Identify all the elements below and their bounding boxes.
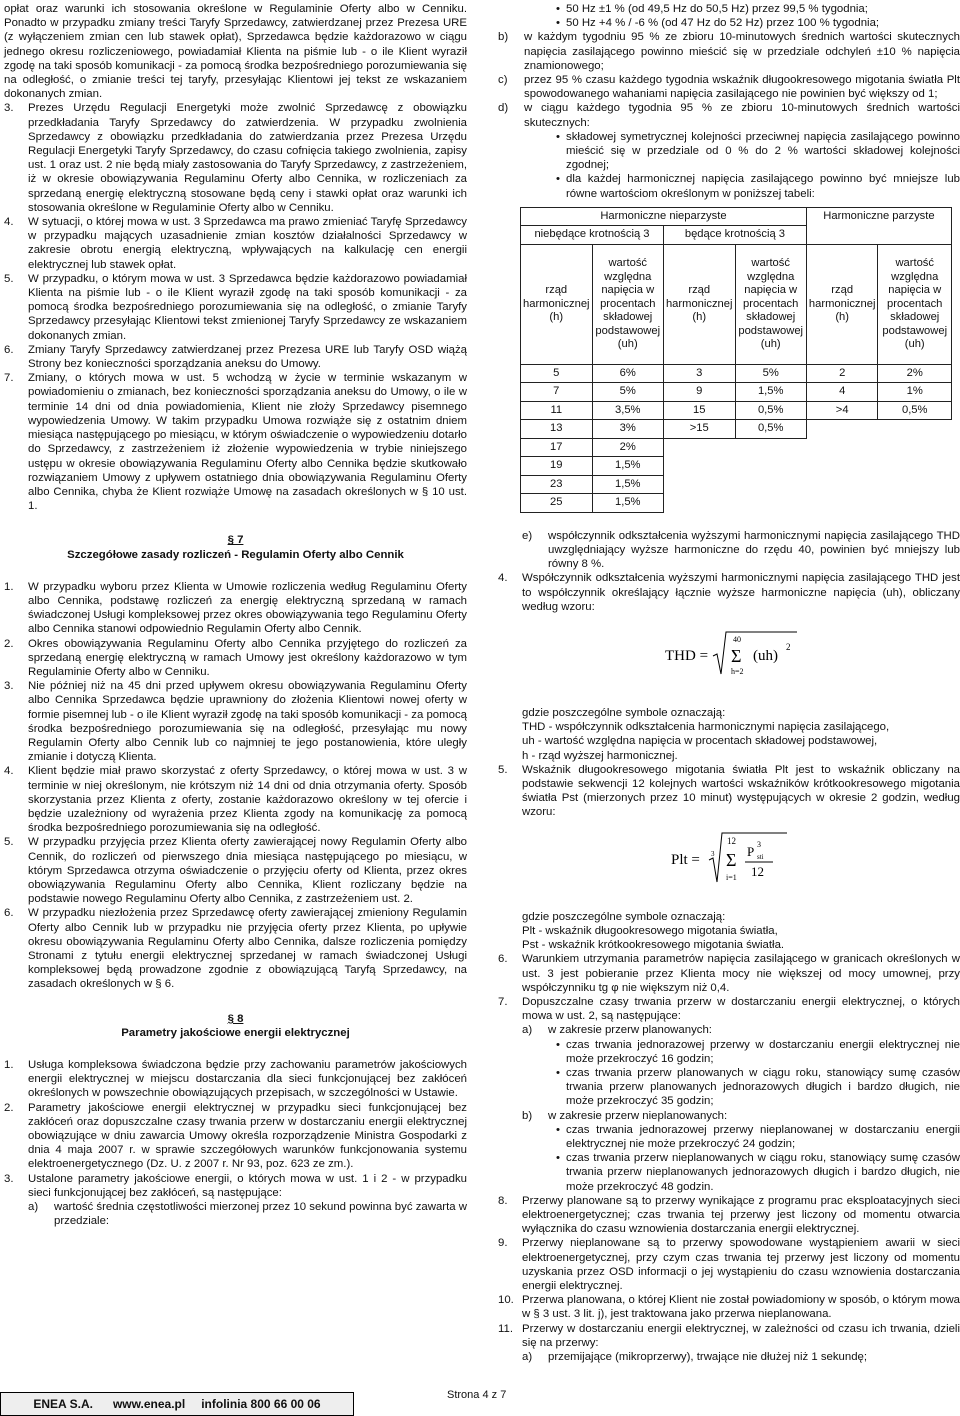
table-cell	[806, 457, 878, 476]
svg-text:Σ: Σ	[726, 849, 737, 870]
table-header-order: rząd harmonicznej (h)	[521, 244, 593, 364]
table-cell	[663, 438, 735, 457]
table-header-even: Harmoniczne parzyste	[806, 207, 951, 244]
paragraph-7b: b) w zakresie przerw nieplanowanych:	[522, 1109, 728, 1122]
table-cell: 23	[521, 475, 593, 494]
table-cell: 5%	[592, 383, 663, 402]
plt-formula	[498, 830, 960, 888]
item-number: 3.	[4, 102, 14, 115]
item-number: 2.	[4, 1101, 14, 1114]
table-row	[521, 383, 952, 402]
table-cell	[663, 457, 735, 476]
table-cell: 1,5%	[735, 383, 806, 402]
thd-formula-graphic	[659, 628, 799, 680]
table-cell: 17	[521, 438, 593, 457]
numbered-item	[4, 343, 467, 371]
table-cell: 19	[521, 457, 593, 476]
table-header-value: wartość względna napięcia w procentach składowej podstawowej (uh)	[592, 244, 663, 364]
table-cell	[663, 494, 735, 513]
item-d: d) w ciągu każdego tygodnia 95 % ze zbioru 10-minutowych średnich wartości skutecznych:	[498, 102, 960, 129]
item-c: c) przez 95 % czasu każdego tygodnia wskaźnik długookresowego migotania światła Plt spowodowanego wahaniami napięcia zasilającego nie powinien być większy od 1;	[498, 74, 960, 101]
footer-bar	[0, 1392, 354, 1416]
item-number: 1.	[4, 580, 14, 593]
paragraph-11: 11. Przerwy w dostarczaniu energii elektrycznej, w zależności od czasu ich trwania, dzieli się na przerwy:	[498, 1322, 960, 1349]
table-row	[521, 494, 952, 513]
table-cell	[806, 494, 878, 513]
item-number: 3.	[4, 680, 14, 693]
table-cell	[878, 457, 952, 476]
paragraph-9: 9. Przerwy nieplanowane są to przerwy spowodowane wystąpieniem awarii w sieci elektroenergetycznej, przy czym czas trwania tej przerwy jest liczony od momentu uzyskania przez OSD informacji o jej wystąpieniu do czasu wznowienia dostarczania energii elektrycznej.	[498, 1237, 960, 1292]
table-header-not-multiple-3: niebędące krotnością 3	[521, 226, 664, 245]
left-column	[4, 2, 467, 1228]
item-text: W przypadku niezłożenia przez Sprzedawcę oferty zawierającej zmieniony Regulamin Oferty albo Cennik lub w przypadku nie przyjęcia oferty przez Klienta, po upływie okresu obowiązywania Regulaminu Oferty albo Cennika, dalsze rozliczenia pomiędzy Stronami z tytułu energii elektrycznej sprzedanej w ramach świadczonej Usługi kompleksowej będą prowadzone zgodnie z obowiązującą Taryfą Sprzedawcy, na zasadach określonych w § 6.	[28, 907, 467, 991]
numbered-item	[4, 679, 467, 764]
table-cell: 4	[806, 383, 878, 402]
numbered-item	[4, 1172, 467, 1200]
table-cell: 9	[663, 383, 735, 402]
table-header-multiple-3: będące krotnością 3	[663, 226, 806, 245]
table-cell: 0,5%	[735, 401, 806, 420]
table-cell: 15	[663, 401, 735, 420]
table-cell: 3,5%	[592, 401, 663, 420]
table-header-odd: Harmoniczne nieparzyste	[521, 207, 807, 226]
table-row	[521, 364, 952, 383]
plt-root-index: 3	[711, 849, 715, 858]
item-b: b) w każdym tygodniu 95 % ze zbioru 10-minutowych średnich wartości skutecznych napięcia zasilającego powinno mieścić się w przedziale odchyleń ±10 % napięcia znamionowego;	[498, 31, 960, 72]
page-number: Strona 4 z 7	[447, 1389, 507, 1401]
item-text: Usługa kompleksowa świadczona będzie przy zachowaniu parametrów jakościowych energii elektrycznej w miejscu dostarczania dla sieci funkcjonującej bez zakłóceń określonych w powszechnie obowiązujących przepisach, w szczególności w Ustawie.	[28, 1059, 467, 1100]
plt-formula-graphic	[669, 830, 789, 888]
item-text: W przypadku wyboru przez Klienta w Umowie rozliczenia według Regulaminu Oferty albo Cennika, podstawę rozliczeń za energię elektryczną sprzedaną w ramach świadczonej Usługi kompleksowej przez okres obowiązywania tego Regulaminu Oferty albo Cennika stanowi odpowiednio Regulamin Oferty albo Cennik.	[28, 580, 467, 636]
table-cell	[663, 475, 735, 494]
s8-item-3a	[28, 1200, 467, 1228]
item-text: W przypadku, o którym mowa w ust. 3 Sprzedawca będzie każdorazowo powiadamiał Klienta na piśmie lub - o ile Klient wyraził zgodę na taki sposób komunikacji - za pomocą środka bezpośredniego porozumiewania się na odległość, o zmianie Taryfy Sprzedawcy przesyłając Klientowi tekst zmienionej Taryfy Sprzedawcy ze wskazaniem dokonanych zmian.	[28, 272, 467, 342]
section-8-title: Parametry jakościowe energii elektrycznej	[121, 1026, 350, 1039]
item-number: 4.	[4, 765, 14, 778]
table-cell	[735, 475, 806, 494]
table-cell: 1%	[878, 383, 952, 402]
table-cell: 2%	[878, 364, 952, 383]
thd-lhs: THD =	[665, 648, 709, 665]
numbered-item	[4, 101, 467, 215]
item-text: W przypadku przyjęcia przez Klienta oferty zawierającej nowy Regulamin Oferty albo Cennik, do rozliczeń od pierwszego dnia miesiąca następującego po miesiącu, w którym Sprzedawca otrzyma oświadczenie o przyjęciu oferty od Klienta, przez okres obowiązywania Regulaminu Oferty albo Cennika, Klient rozliczany będzie na podstawie nowego Regulaminu Oferty albo Cennika, z zastrzeżeniem ust. 2.	[28, 836, 467, 906]
section-8-heading	[4, 1012, 467, 1040]
table-cell: 1,5%	[592, 457, 663, 476]
item-text: Ustalone parametry jakościowe energii, o których mowa w ust. 1 i 2 - w przypadku sieci funkcjonującej bez zakłóceń, są następujące:	[28, 1172, 467, 1199]
item-number: 7.	[4, 372, 14, 385]
item-number: 3.	[4, 1172, 14, 1185]
paragraph-7b-bullets	[550, 1123, 960, 1194]
paragraph-7: 7. Dopuszczalne czasy trwania przerw w dostarczaniu energii elektrycznej, o których mowa w ust. 2, są następujące:	[498, 995, 960, 1023]
paragraph-6: 6. Warunkiem utrzymania parametrów napięcia zasilającego w granicach określonych w ust. 3 jest pobieranie przez Klienta mocy nie większej od mocy umownej, przy współczynniku tg φ nie większym niż 0,4.	[498, 953, 960, 994]
plt-exponent: 3	[757, 839, 761, 849]
thd-upper: 40	[733, 635, 741, 645]
table-cell	[878, 475, 952, 494]
s6-items	[4, 101, 467, 513]
numbered-item	[4, 1101, 467, 1172]
bullet-item: • czas trwania przerw nieplanowanych w ciągu roku, stanowiący sumę czasów trwania przerw nieplanowanych jednorazowych długich i bardzo długich, nie może przekroczyć 48 godzin.	[556, 1152, 960, 1193]
item-letter: a)	[28, 1201, 39, 1214]
paragraph-4-legend: gdzie poszczególne symbole oznaczają: THD - współczynnik odkształcenia harmonicznymi napięcia zasilającego, uh - wartość względna napięcia w procentach składowej podstawowej, h - rząd wyższej harmonicznej.	[522, 707, 890, 762]
bullet-item: • czas trwania jednorazowej przerwy nieplanowanej w dostarczaniu energii elektrycznej nie może przekroczyć 24 godzin;	[556, 1123, 960, 1150]
paragraph-11a: a) przemijające (mikroprzerwy), trwające nie dłużej niż 1 sekundę;	[522, 1350, 868, 1363]
plt-lhs: Plt =	[671, 851, 700, 868]
harmonics-table	[520, 207, 952, 513]
bullet-item: • czas trwania przerw planowanych w ciągu roku, stanowiący sumę czasów trwania przerw planowanych jednorazowych długich i bardzo długich, nie może przekroczyć 35 godzin;	[556, 1066, 960, 1108]
table-cell: 3	[663, 364, 735, 383]
table-row	[521, 420, 952, 439]
item-text: wartość średnia częstotliwości mierzonej przez 10 sekund powinna być zawarta w przedziale:	[54, 1201, 467, 1228]
footer-company: ENEA S.A.	[33, 1396, 93, 1411]
table-cell	[878, 494, 952, 513]
thd-exponent: 2	[786, 642, 791, 653]
table-cell: 5%	[735, 364, 806, 383]
bullet-item: • składowej symetrycznej kolejności przeciwnej napięcia zasilającego powinno mieścić się w przedziale od 0 % do 2 % wartości składowej kolejności zgodnej;	[556, 130, 960, 172]
table-cell: >15	[663, 420, 735, 439]
table-cell: 2	[806, 364, 878, 383]
table-cell	[878, 420, 952, 439]
item-text: Klient będzie miał prawo skorzystać z oferty Sprzedawcy, o której mowa w ust. 3 w terminie w niej określonym, nie krótszym niż 14 dni od dnia otrzymania oferty. Sposób skorzystania przez Klienta z oferty, zostanie każdorazowo określony w tej ofercie i będzie uzależniony od wyrażenia przez Klienta zgody na komunikację za pomocą środka bezpośredniego porozumiewania się na odległość.	[28, 765, 467, 835]
plt-lower: i=1	[726, 872, 737, 882]
table-header-order: rząd harmonicznej (h)	[663, 244, 735, 364]
paragraph-8: 8. Przerwy planowane są to przerwy wynikające z programu prac eksploatacyjnych sieci elektroenergetycznej; czas trwania tej przerwy jest liczony od momentu otwarcia wyłącznika do czasu wznowienia dostarczania energii elektrycznej.	[498, 1194, 960, 1236]
table-cell: 11	[521, 401, 593, 420]
thd-lower: h=2	[731, 667, 744, 677]
section-8-number: § 8	[227, 1012, 244, 1025]
section-7-heading	[4, 533, 467, 561]
plt-numerator: P	[747, 843, 755, 859]
paragraph-4: 4. Współczynnik odkształcenia wyższymi harmonicznymi napięcia zasilającego THD jest to współczynnik określający łącznie wyższe harmoniczne napięcia (uh), obliczany według wzoru:	[498, 572, 960, 613]
table-cell: 13	[521, 420, 593, 439]
table-cell	[735, 438, 806, 457]
table-header-value: wartość względna napięcia w procentach składowej podstawowej (uh)	[878, 244, 952, 364]
numbered-item	[4, 835, 467, 906]
item-number: 6.	[4, 343, 14, 356]
footer-url[interactable]: www.enea.pl	[112, 1396, 186, 1411]
paragraph-7a-bullets	[550, 1038, 960, 1109]
item-text: Zmiany Taryfy Sprzedawcy zatwierdzanej przez Prezesa URE lub Taryfy OSD wiążą Strony bez konieczności sporządzania aneksu do Umowy.	[28, 343, 467, 371]
table-cell: 6%	[592, 364, 663, 383]
table-cell: 0,5%	[735, 420, 806, 439]
table-row	[521, 457, 952, 476]
item-text: Okres obowiązywania Regulaminu Oferty albo Cennika przyjętego do rozliczeń za sprzedaną energię elektryczną w ramach Umowy jest określony każdorazowo w tym Regulaminie Oferty albo w Cenniku.	[28, 637, 467, 678]
item-number: 6.	[4, 907, 14, 920]
table-header-order: rząd harmonicznej (h)	[806, 244, 878, 364]
thd-formula	[498, 628, 960, 680]
numbered-item	[4, 906, 467, 991]
item-text: Nie później niż na 45 dni przed upływem okresu obowiązywania Regulaminu Oferty albo Cennika Sprzedawca będzie uprawniony do złożenia Klientowi nowej oferty w formie pisemnej lub - o ile Klient wyraził zgodę na taki sposób komunikacji - za pomocą środka bezpośredniego porozumiewania się na odległość, przesyłając mu nowy Regulamin Oferty albo Cennik lub co najmniej te jego postanowienia, które uległy zmianie i dotyczą Klienta.	[28, 680, 467, 764]
plt-upper: 12	[727, 835, 736, 846]
intro-paragraph: opłat oraz warunki ich stosowania określone w Regulaminie Oferty albo w Cenniku. Ponadto w przypadku zmiany treści Taryfy Sprzedawcy, zatwierdzanej przez Prezesa URE (z wyłączeniem zmian cen lub stawek opłat), Sprzedawca będzie każdorazowo w ciągu jednego okresu rozliczeniowego, powiadamiał Klienta na piśmie lub - o ile Klient wyraził zgodę na taki sposób komunikacji - za pomocą środka bezpośredniego porozumiewania się na odległość, o zmianie treści tej taryfy, przesyłając Klientowi jej tekst ze wskazaniem dokonanych zmian.	[4, 3, 467, 101]
paragraph-7a: a) w zakresie przerw planowanych:	[522, 1024, 712, 1037]
numbered-item	[4, 272, 467, 343]
numbered-item	[4, 637, 467, 680]
table-row	[521, 438, 952, 457]
table-cell: 0,5%	[878, 401, 952, 420]
table-cell: >4	[806, 401, 878, 420]
numbered-item	[4, 1058, 467, 1101]
table-cell	[806, 438, 878, 457]
table-cell	[806, 420, 878, 439]
s8-items	[4, 1058, 467, 1200]
item-text: Zmiany, o których mowa w ust. 5 wchodzą w życie w terminie wskazanym w powiadomieniu o zmianach, bez konieczności sporządzania aneksu do Umowy, o ile w terminie 14 dni od dnia powiadomienia, Klient nie złoży Sprzedawcy pisemnego wypowiedzenia Umowy. W takim przypadku Umowa rozwiąże się z ostatnim dniem miesiąca następującego po miesiącu, w którym oświadczenie o wypowiedzeniu dotarło do Sprzedawcy, z zastrzeżeniem iż złożenie wypowiedzenia w trybie niniejszego ustępu w okresie obowiązywania Regulaminu Oferty albo Cennika będzie skutkowało rozwiązaniem Umowy z upływem ostatniego dnia obowiązywania Regulaminu Oferty albo Cennika, chyba że Klient rozwiąże Umowę na zasadach określonych w § 10 ust. 1.	[28, 372, 467, 513]
paragraph-5-legend: gdzie poszczególne symbole oznaczają: Plt - wskaźnik długookresowego migotania światła, Pst - wskaźnik krótkookresowego migotania światła.	[522, 910, 785, 952]
section-7-title: Szczegółowe zasady rozliczeń - Regulamin Oferty albo Cennik	[67, 548, 404, 561]
table-cell: 1,5%	[592, 475, 663, 494]
item-number: 5.	[4, 836, 14, 849]
paragraph-5: 5. Wskaźnik długookresowego migotania światła Plt jest to wskaźnik obliczany na podstawie sekwencji 12 kolejnych wartości wskaźników krótkookresowego migotania światła Pst (mierzonych przez 10 minut) występujących w okresie 2 godzin, według wzoru:	[498, 763, 960, 819]
table-cell	[735, 494, 806, 513]
item-d-bullets	[550, 130, 960, 201]
table-cell	[878, 438, 952, 457]
item-number: 2.	[4, 637, 14, 650]
item-number: 5.	[4, 272, 14, 285]
thd-term: (uh)	[753, 648, 778, 665]
numbered-item	[4, 764, 467, 835]
table-cell: 3%	[592, 420, 663, 439]
table-cell: 2%	[592, 438, 663, 457]
right-column	[498, 2, 960, 1364]
item-text: W sytuacji, o której mowa w ust. 3 Sprzedawca ma prawo zmieniać Taryfę Sprzedawcy w przypadku mających uzasadnienie zmian kosztów działalności Sprzedawcy w zakresie obrotu energią elektryczną, wpływających na kalkulację cen energii elektrycznej lub stawek opłat.	[28, 216, 467, 271]
item-text: Parametry jakościowe energii elektrycznej w przypadku sieci funkcjonującej bez zakłóceń oraz dopuszczalne czasy trwania przerw w dostarczaniu energii elektrycznej obowiązujące w dniu zawarcia Umowy określa rozporządzenie Ministra Gospodarki z dnia 4 maja 2007 r. w sprawie szczegółowych warunków funkcjonowania systemu elektroenergetycznego (Dz. U. z 2007 r. Nr 93, poz. 623 ze zm.).	[28, 1101, 467, 1171]
table-cell: 25	[521, 494, 593, 513]
numbered-item	[4, 580, 467, 637]
footer-hotline: infolinia 800 66 00 06	[201, 1396, 321, 1411]
frequency-bullets	[550, 2, 960, 30]
table-row	[521, 475, 952, 494]
numbered-item	[4, 215, 467, 272]
svg-text:Σ: Σ	[731, 646, 742, 667]
table-cell	[806, 475, 878, 494]
table-cell	[735, 457, 806, 476]
table-header-value: wartość względna napięcia w procentach składowej podstawowej (uh)	[735, 244, 806, 364]
s7-items	[4, 580, 467, 992]
item-number: 4.	[4, 216, 14, 229]
table-cell: 1,5%	[592, 494, 663, 513]
bullet-item: • czas trwania jednorazowej przerwy w dostarczaniu energii elektrycznej nie może przekroczyć 16 godzin;	[556, 1038, 960, 1065]
numbered-item	[4, 371, 467, 513]
plt-denominator: 12	[751, 863, 764, 879]
bullet-item: • 50 Hz ±1 % (od 49,5 Hz do 50,5 Hz) przez 99,5 % tygodnia;	[556, 3, 868, 15]
item-text: Prezes Urzędu Regulacji Energetyki może zwolnić Sprzedawcę z obowiązku przedkładania Taryfy Sprzedawcy do zatwierdzenia. W przypadku zwolnienia Sprzedawcy z obowiązku przedkładania do zatwierdzania przez Prezesa Urzędu Regulacji Energetyki Taryfy Sprzedawcy, do czasu cofnięcia takiego zwolnienia, zapisy ust. 1 oraz ust. 2 nie będą miały zastosowania do Taryfy Sprzedawcy, z zastrzeżeniem, iż w okresie obowiązywania Regulaminu Oferty albo Cennika, w rozliczeniach za sprzedaną energię elektryczną stosowane będą ceny i stawki opłat oraz warunki ich stosowania określone w Regulaminie Oferty albo w Cenniku.	[28, 102, 467, 214]
paragraph-10: 10. Przerwa planowana, o której Klient nie został powiadomiony w sposób, o którym mowa w § 3 ust. 3 lit. j), jest traktowana jako przerwa nieplanowana.	[498, 1294, 960, 1321]
plt-subscript: sti	[757, 852, 764, 861]
section-7-number: § 7	[227, 534, 244, 547]
bullet-item: • 50 Hz +4 % / -6 % (od 47 Hz do 52 Hz) przez 100 % tygodnia;	[556, 17, 880, 30]
table-cell: 7	[521, 383, 593, 402]
bullet-item: • dla każdej harmonicznej napięcia zasilającego powinno być mniejsze lub równe wartościom określonym w poniższej tabeli:	[556, 173, 960, 200]
item-number: 1.	[4, 1059, 14, 1072]
item-e: e) współczynnik odkształcenia wyższymi harmonicznymi napięcia zasilającego THD uwzględniający wyższe harmoniczne do rzędu 40, powinien być mniejszy lub równy 8 %.	[522, 529, 960, 571]
table-row	[521, 401, 952, 420]
table-cell: 5	[521, 364, 593, 383]
